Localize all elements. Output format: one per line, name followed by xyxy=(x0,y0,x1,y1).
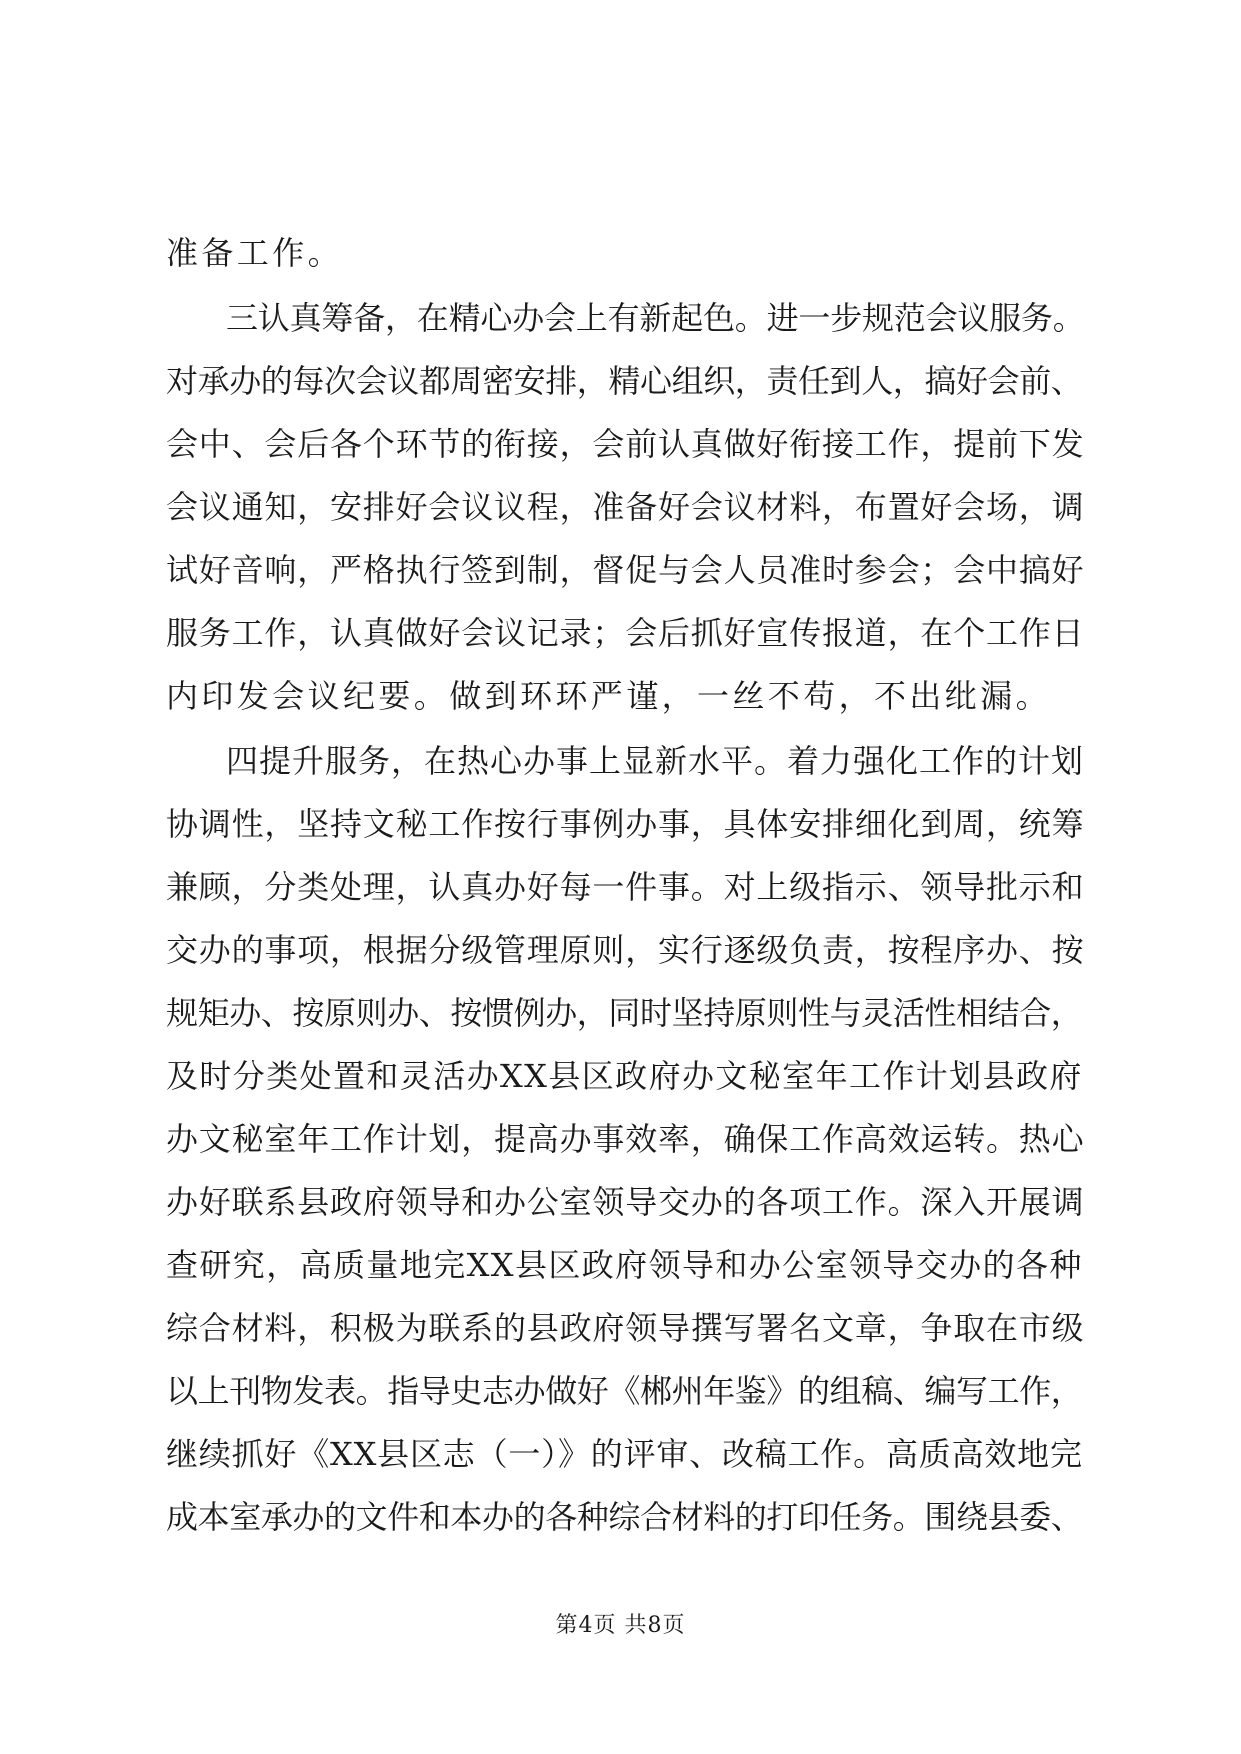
text-line: 查研究，高质量地完XX县区政府领导和办公室领导交办的各种 xyxy=(166,1246,1083,1284)
text-line: 规矩办、按原则办、按惯例办，同时坚持原则性与灵活性相结合， xyxy=(166,994,1083,1032)
text-line: 内印发会议纪要。做到环环严谨，一丝不苟，不出纰漏。 xyxy=(166,677,1052,715)
text-line: 综合材料，积极为联系的县政府领导撰写署名文章，争取在市级 xyxy=(166,1309,1085,1347)
text-line: 继续抓好《XX县区志（一）》的评审、改稿工作。高质高效地完 xyxy=(166,1435,1083,1473)
paragraph-start-line: 三认真筹备，在精心办会上有新起色。进一步规范会议服务。 xyxy=(226,299,1085,337)
paragraph-start-line: 四提升服务，在热心办事上显新水平。着力强化工作的计划 xyxy=(226,742,1085,780)
text-line: 协调性，坚持文秘工作按行事例办事，具体安排细化到周，统筹 xyxy=(166,805,1085,843)
text-line: 试好音响，严格执行签到制，督促与会人员准时参会；会中搞好 xyxy=(166,551,1085,589)
text-line: 交办的事项，根据分级管理原则，实行逐级负责，按程序办、按 xyxy=(166,931,1085,969)
text-line: 兼顾，分类处理，认真办好每一件事。对上级指示、领导批示和 xyxy=(166,868,1085,906)
text-line: 以上刊物发表。指导史志办做好《郴州年鉴》的组稿、编写工作， xyxy=(166,1372,1083,1410)
text-line: 准备工作。 xyxy=(166,234,344,272)
text-line: 服务工作，认真做好会议记录；会后抓好宣传报道，在个工作日 xyxy=(166,614,1085,652)
text-line: 会议通知，安排好会议议程，准备好会议材料，布置好会场，调 xyxy=(166,488,1085,526)
text-line: 及时分类处置和灵活办XX县区政府办文秘室年工作计划县政府 xyxy=(166,1057,1083,1095)
text-line: 成本室承办的文件和本办的各种综合材料的打印任务。围绕县委、 xyxy=(166,1498,1083,1536)
page-number-footer: 第4页 共8页 xyxy=(555,1613,686,1638)
text-line: 对承办的每次会议都周密安排，精心组织，责任到人，搞好会前、 xyxy=(166,362,1083,400)
text-line: 会中、会后各个环节的衔接，会前认真做好衔接工作，提前下发 xyxy=(166,425,1085,463)
text-line: 办好联系县政府领导和办公室领导交办的各项工作。深入开展调 xyxy=(166,1183,1085,1221)
text-line: 办文秘室年工作计划，提高办事效率，确保工作高效运转。热心 xyxy=(166,1120,1085,1158)
